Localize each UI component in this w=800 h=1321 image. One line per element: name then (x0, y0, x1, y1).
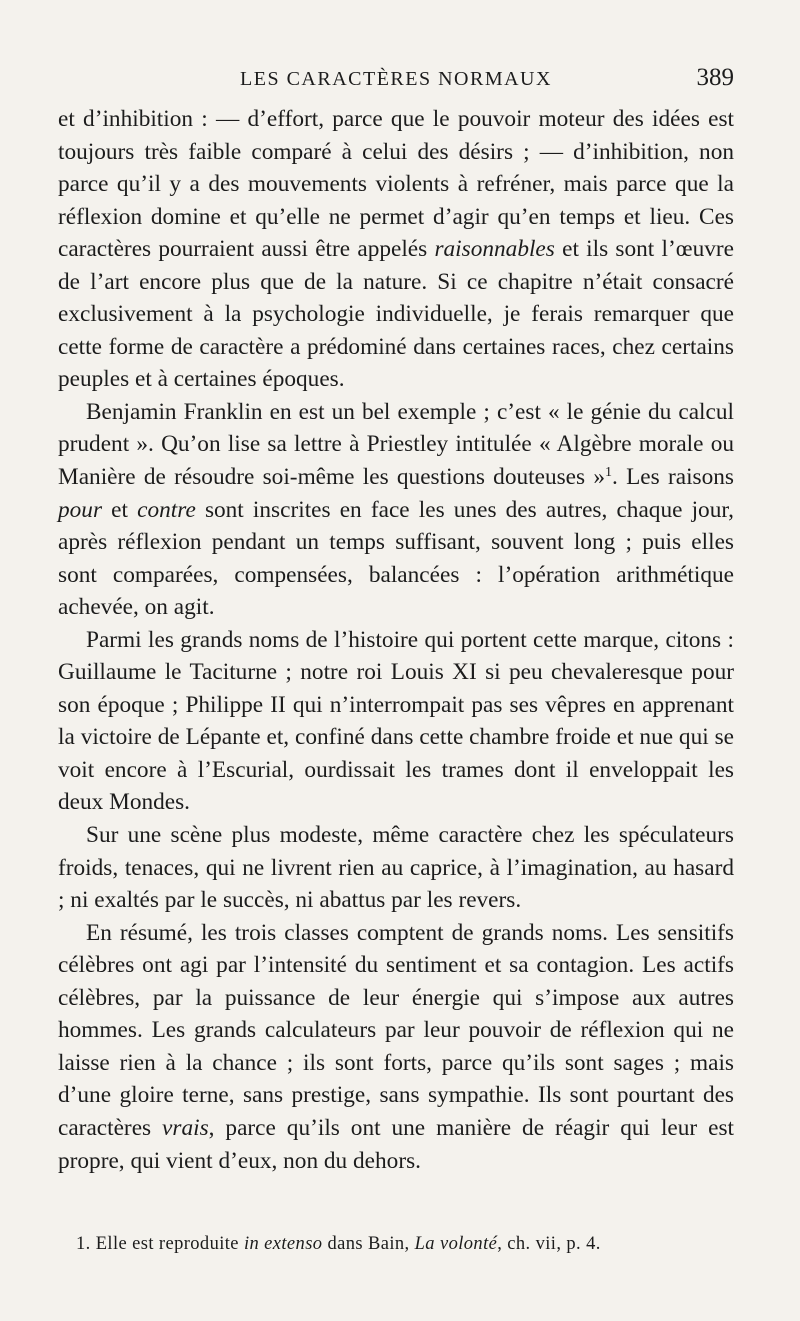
italic-text: La volonté (414, 1234, 498, 1254)
text-run: . Les raisons (611, 464, 734, 491)
text-run: et ils sont l’œuvre de l’art encore plus que de la nature. Si ce chapitre n’était consacré exclusivement à la psychologie individuelle, je ferais remarquer que cette forme de caractère a prédominé dans certaines races, chez certains peuples et à certaines époques. (58, 236, 734, 393)
italic-text: vrais (162, 1114, 209, 1141)
text-run: Parmi les grands noms de l’histoire qui portent cette marque, citons : Guillaume le Taciturne ; notre roi Louis XI si peu chevaleresque pour son époque ; Philippe II qui n’interrompait pas ses vêpres en apprenant la victoire de Lépante et, confiné dans cette chambre froide et nue qui se voit encore à l’Escurial, ourdissait les trames dont il enveloppait les deux Mondes. (58, 626, 734, 816)
text-run: et d’inhibition : — d’effort, parce que le pouvoir moteur des idées est toujours très faible comparé à celui des désirs ; — d’inhibition, non parce qu’il y a des mouvements violents à refréner, mais parce que la réflexion domine et qu’elle ne permet d’agir qu’en temps et lieu. Ces caractères pourraient aussi être appelés (58, 106, 734, 263)
text-run: dans Bain, (322, 1234, 415, 1254)
running-head: LES CARACTÈRES NORMAUX (240, 68, 552, 90)
text-run: Sur une scène plus modeste, même caractère chez les spéculateurs froids, tenaces, qui ne livrent rien au caprice, à l’imagination, au hasard ; ni exaltés par le succès, ni abattus par les revers. (58, 822, 734, 914)
italic-text: raisonnables (434, 236, 555, 263)
paragraph (58, 396, 734, 624)
paragraph (58, 624, 734, 819)
text-run: sont inscrites en face les unes des autres, chaque jour, après réflexion pendant un temps suffisant, souvent long ; puis elles sont comparées, compensées, balancées : l’opération arithmétique achevée, on agit. (58, 496, 734, 621)
page-header (58, 64, 734, 98)
body-text (58, 103, 734, 1177)
footnote (76, 1232, 716, 1256)
text-run: , ch. vii, p. 4. (497, 1234, 601, 1254)
footnote-ref: 1 (604, 465, 612, 481)
text-run: En résumé, les trois classes comptent de grands noms. Les sensitifs célèbres ont agi par l’intensité du sentiment et sa contagion. Les actifs célèbres, par la puissance de leur énergie qui s’impose aux autres hommes. Les grands calculateurs par leur pouvoir de réflexion qui ne laisse rien à la chance ; ils sont forts, parce qu’ils sont sages ; mais d’une gloire terne, sans prestige, sans sympathie. Ils sont pourtant des caractères (58, 919, 734, 1141)
paragraph (58, 103, 734, 396)
text-run: , parce qu’ils ont une manière de réagir qui leur est propre, qui vient d’eux, non du dehors. (58, 1114, 734, 1174)
text-run: Benjamin Franklin en est un bel exemple ; c’est « le génie du calcul prudent ». Qu’on lise sa lettre à Priestley intitulée « Algèbre morale ou Manière de résoudre soi-même les questions douteuses » (58, 398, 734, 491)
paragraph (58, 917, 734, 1177)
italic-text: pour (58, 496, 103, 523)
italic-text: in extenso (243, 1234, 323, 1254)
italic-text: contre (137, 496, 196, 523)
paragraph (58, 819, 734, 917)
text-run: 1. Elle est reproduite (76, 1234, 244, 1254)
page-number: 389 (696, 64, 734, 91)
text-run: et (102, 496, 138, 523)
